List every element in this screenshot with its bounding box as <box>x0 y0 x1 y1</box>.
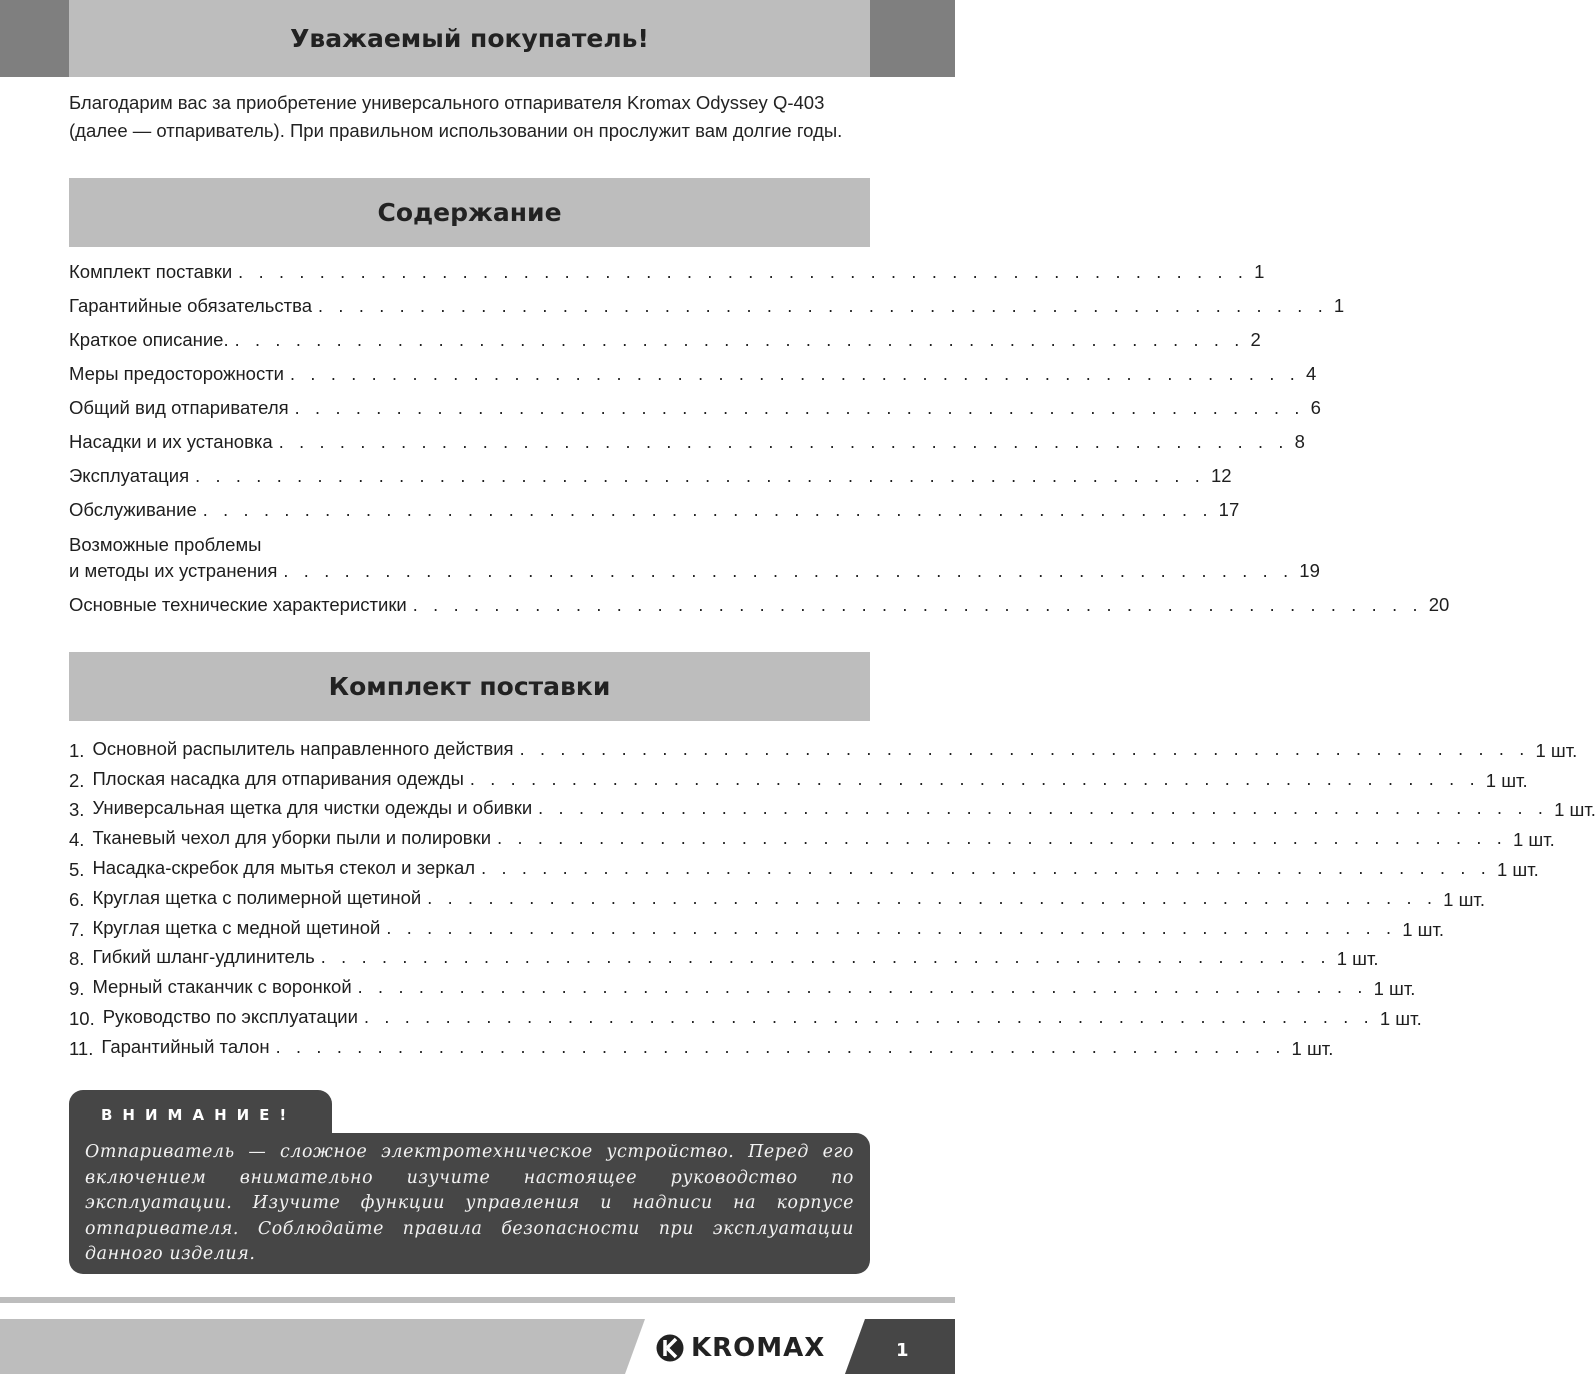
footer-divider <box>0 1297 955 1303</box>
toc-item-page: 17 <box>1218 499 1240 520</box>
kit-item <box>69 732 1578 762</box>
toc-leader: . . . . . . . . . . . . . . . . . . . . . . . . . . . . . . . . . . . . . . . . . . . . . . . . . . <box>290 364 1300 384</box>
kit-item <box>69 881 1485 911</box>
warning-text: Отпариватель — сложное электротехническое устройство. Перед его включением внимательно изучите настоящее руководство по эксплуатации. Изучите функции управления и надписи на корпусе отпаривателя. Соблюдайте правила безопасности при эксплуатации данного изделия. <box>85 1142 854 1264</box>
kit-item-number: 5. <box>69 858 85 880</box>
toc-item-title-line1: Возможные проблемы <box>69 534 262 555</box>
brand-name: KROMAX <box>691 1333 826 1363</box>
kit-item-qty: 1 шт. <box>1379 1007 1422 1029</box>
kit-item-number: 8. <box>69 948 85 970</box>
kit-item-name: Универсальная щетка для чистки одежды и обивки <box>92 797 533 819</box>
warning-label: ВНИМАНИЕ! <box>101 1106 297 1124</box>
kit-leader: . . . . . . . . . . . . . . . . . . . . . . . . . . . . . . . . . . . . . . . . . . . . . . . . . . <box>538 798 1549 819</box>
kit-leader: . . . . . . . . . . . . . . . . . . . . . . . . . . . . . . . . . . . . . . . . . . . . . . . . . . <box>427 887 1438 908</box>
kit-item-qty: 1 шт. <box>1443 888 1485 910</box>
kit-leader: . . . . . . . . . . . . . . . . . . . . . . . . . . . . . . . . . . . . . . . . . . . . . . . . . . <box>363 1006 1374 1027</box>
kit-item-name: Гарантийный талон <box>101 1035 270 1057</box>
toc-item[interactable] <box>69 426 1305 460</box>
kit-item-number: 9. <box>69 978 85 1000</box>
toc-item[interactable] <box>69 290 1345 324</box>
kit-item <box>69 821 1555 851</box>
toc-item-page: 2 <box>1250 329 1261 350</box>
kit-title: Комплект поставки <box>328 672 611 701</box>
kit-item-qty: 1 шт. <box>1535 739 1578 761</box>
toc-item-page: 6 <box>1310 397 1321 418</box>
toc-item-page: 8 <box>1294 431 1305 452</box>
kit-leader: . . . . . . . . . . . . . . . . . . . . . . . . . . . . . . . . . . . . . . . . . . . . . . . . . . <box>386 917 1397 938</box>
toc-item-page: 4 <box>1305 363 1317 384</box>
table-of-contents <box>69 256 1450 623</box>
kit-item-name: Основной распылитель направленного действия <box>92 737 514 759</box>
toc-leader: . . . . . . . . . . . . . . . . . . . . . . . . . . . . . . . . . . . . . . . . . . . . . . . . . . <box>238 262 1249 282</box>
kit-item-number: 2. <box>69 769 85 791</box>
kit-item-qty: 1 шт. <box>1373 978 1416 1000</box>
kit-leader: . . . . . . . . . . . . . . . . . . . . . . . . . . . . . . . . . . . . . . . . . . . . . . . . . . <box>275 1036 1286 1057</box>
kit-item-number: 1. <box>69 739 85 761</box>
toc-leader: . . . . . . . . . . . . . . . . . . . . . . . . . . . . . . . . . . . . . . . . . . . . . . . . . . <box>412 595 1423 615</box>
warning-box <box>69 1133 870 1274</box>
kit-item-qty: 1 шт. <box>1512 829 1555 851</box>
contents-title: Содержание <box>377 198 562 227</box>
kit-item-number: 3. <box>69 799 85 821</box>
toc-leader: . . . . . . . . . . . . . . . . . . . . . . . . . . . . . . . . . . . . . . . . . . . . . . . . . . <box>318 296 1328 316</box>
greeting-title: Уважаемый покупатель! <box>290 24 649 53</box>
toc-item-page: 19 <box>1299 560 1320 581</box>
kromax-logo-icon <box>655 1333 685 1363</box>
toc-item-title: Основные технические характеристики <box>69 594 407 615</box>
toc-item[interactable] <box>69 528 1320 589</box>
kit-item-number: 4. <box>69 829 85 851</box>
kit-item-qty: 1 шт. <box>1485 769 1528 791</box>
kit-item <box>69 1030 1334 1060</box>
kit-item-name: Плоская насадка для отпаривания одежды <box>92 767 464 789</box>
toc-item-title: Краткое описание. <box>69 329 229 350</box>
kit-item <box>69 1000 1422 1030</box>
toc-leader: . . . . . . . . . . . . . . . . . . . . . . . . . . . . . . . . . . . . . . . . . . . . . . . . . . <box>234 330 1245 350</box>
kit-item-qty: 1 шт. <box>1496 858 1539 880</box>
kit-leader: . . . . . . . . . . . . . . . . . . . . . . . . . . . . . . . . . . . . . . . . . . . . . . . . . . <box>357 977 1368 998</box>
toc-item-page: 20 <box>1428 594 1450 615</box>
kit-item <box>69 970 1416 1000</box>
kit-item <box>69 941 1379 971</box>
toc-item-title: Эксплуатация <box>69 465 190 486</box>
toc-item-title <box>69 532 277 584</box>
toc-item-title: Общий вид отпаривателя <box>69 397 289 418</box>
toc-item[interactable] <box>69 460 1232 494</box>
toc-item[interactable] <box>69 392 1321 426</box>
kit-item <box>69 792 1596 822</box>
kit-item-number: 6. <box>69 888 85 910</box>
toc-leader: . . . . . . . . . . . . . . . . . . . . . . . . . . . . . . . . . . . . . . . . . . . . . . . . . . <box>202 500 1213 520</box>
kit-leader: . . . . . . . . . . . . . . . . . . . . . . . . . . . . . . . . . . . . . . . . . . . . . . . . . . <box>497 828 1507 849</box>
kit-item-name: Руководство по эксплуатации <box>102 1005 358 1027</box>
kit-item-qty: 1 шт. <box>1554 799 1596 821</box>
kit-item-name: Круглая щетка с медной щетиной <box>92 916 381 938</box>
toc-item-page: 1 <box>1254 261 1265 282</box>
kit-item-number: 7. <box>69 918 85 940</box>
header-title-bar <box>69 0 870 77</box>
toc-leader: . . . . . . . . . . . . . . . . . . . . . . . . . . . . . . . . . . . . . . . . . . . . . . . . . . <box>195 466 1205 486</box>
kit-item-name: Насадка-скребок для мытья стекол и зеркал <box>92 856 476 878</box>
toc-item[interactable] <box>69 256 1265 290</box>
toc-item-title: Меры предосторожности <box>69 363 285 384</box>
kit-leader: . . . . . . . . . . . . . . . . . . . . . . . . . . . . . . . . . . . . . . . . . . . . . . . . . . <box>320 947 1331 968</box>
kit-item <box>69 762 1528 792</box>
toc-item-title: Обслуживание <box>69 499 197 520</box>
toc-leader: . . . . . . . . . . . . . . . . . . . . . . . . . . . . . . . . . . . . . . . . . . . . . . . . . . <box>294 398 1305 418</box>
kit-item-name: Круглая щетка с полимерной щетиной <box>92 886 422 908</box>
intro-paragraph: Благодарим вас за приобретение универсального отпаривателя Kromax Odyssey Q-403 (далее — отпариватель). При правильном использовании он прослужит вам долгие годы. <box>69 92 843 141</box>
contents-title-bar <box>69 178 870 247</box>
toc-leader: . . . . . . . . . . . . . . . . . . . . . . . . . . . . . . . . . . . . . . . . . . . . . . . . . . <box>278 432 1289 452</box>
kit-item-qty: 1 шт. <box>1402 918 1445 940</box>
toc-item[interactable] <box>69 324 1261 358</box>
toc-item-page: 1 <box>1333 295 1345 316</box>
toc-item[interactable] <box>69 358 1317 392</box>
kit-item <box>69 851 1539 881</box>
kit-item-name: Тканевый чехол для уборки пыли и полировки <box>92 827 492 849</box>
page-number: 1 <box>896 1340 909 1361</box>
kit-item-name: Мерный стаканчик с воронкой <box>92 976 352 998</box>
toc-item-title: Насадки и их установка <box>69 431 273 452</box>
kit-item <box>69 911 1445 941</box>
kit-leader: . . . . . . . . . . . . . . . . . . . . . . . . . . . . . . . . . . . . . . . . . . . . . . . . . . <box>481 857 1491 878</box>
toc-leader: . . . . . . . . . . . . . . . . . . . . . . . . . . . . . . . . . . . . . . . . . . . . . . . . . . <box>283 561 1294 581</box>
kit-item-qty: 1 шт. <box>1336 948 1379 970</box>
kit-item-qty: 1 шт. <box>1291 1037 1334 1059</box>
kit-item-number: 11. <box>69 1037 94 1059</box>
kit-item-number: 10. <box>69 1007 95 1029</box>
kromax-logo <box>655 1333 825 1363</box>
kit-list <box>69 732 1596 1060</box>
kit-item-name: Гибкий шланг-удлинитель <box>92 946 315 968</box>
toc-item[interactable] <box>69 589 1450 623</box>
kit-title-bar <box>69 652 870 721</box>
toc-item-title: Комплект поставки <box>69 261 233 282</box>
toc-item-title: Гарантийные обязательства <box>69 295 313 316</box>
toc-item[interactable] <box>69 494 1240 528</box>
kit-leader: . . . . . . . . . . . . . . . . . . . . . . . . . . . . . . . . . . . . . . . . . . . . . . . . . . <box>519 738 1530 759</box>
toc-item-title-line2: и методы их устранения <box>69 560 278 581</box>
kit-leader: . . . . . . . . . . . . . . . . . . . . . . . . . . . . . . . . . . . . . . . . . . . . . . . . . . <box>469 768 1480 789</box>
toc-item-page: 12 <box>1211 465 1232 486</box>
